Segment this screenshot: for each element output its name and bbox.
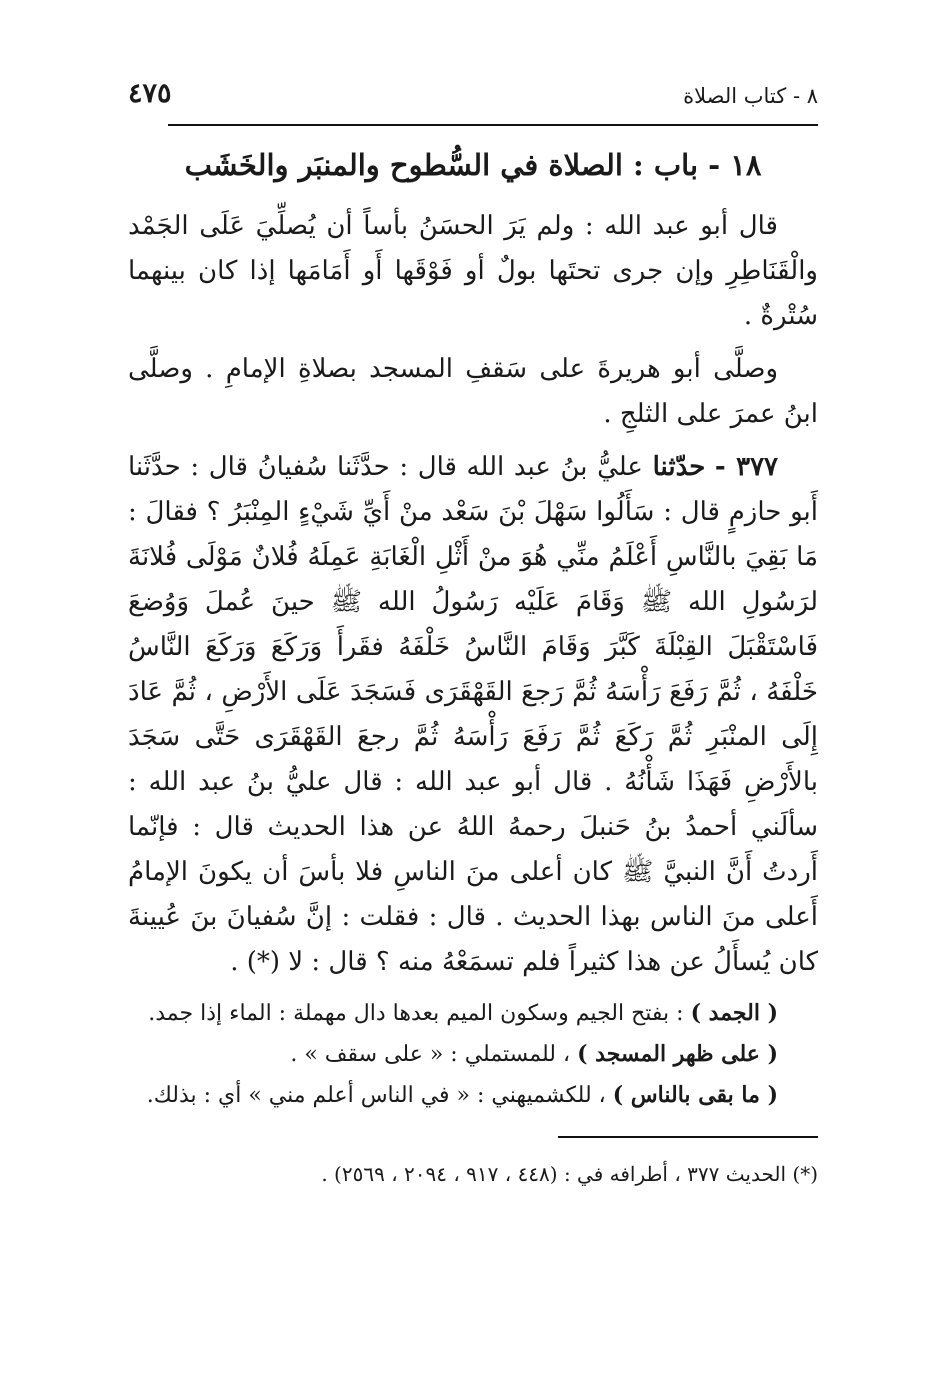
page-number: ٤٧٥ — [128, 78, 172, 109]
hadith-paragraph — [128, 445, 818, 985]
hadith-lead: حدّثنا — [652, 452, 706, 482]
note-text: : بفتح الجيم وسكون الميم بعدها دال مهملة : الماء إذا جمد. — [148, 1001, 691, 1026]
hadith-number: ٣٧٧ - — [714, 452, 779, 482]
note-text: ، للمستملي : « على سقف » . — [290, 1042, 578, 1067]
hadith-text: عليُّ بنُ عبد الله قال : حدَّثَنا سُفيانُ قال : حدَّثَنا أَبو حازمٍ قال : سَأَلُوا سَهْلَ بْنَ سَعْد منْ أَيِّ شَيْءٍ المِنْبَرُ ؟ فقالَ : مَا بَقِيَ بالنَّاسِ أَعْلَمُ منِّي هُوَ منْ أَثْلِ الْغَابَةِ عَمِلَهُ فُلانٌ مَوْلَى فُلانَةَ لرَسُولِ الله ﷺ وَقَامَ عَلَيْه رَسُولُ الله ﷺ حينَ عُملَ وَوُضعَ فَاسْتَقْبَلَ القِبْلَةَ كَبَّرَ وَقَامَ النَّاسُ خَلْفَهُ فقَرأَ وَرَكَعَ وَرَكَعَ النَّاسُ خَلْفَهُ ، ثُمَّ رَفَعَ رَأْسَهُ ثُمَّ رَجعَ القَهْقَرَى فَسَجَدَ عَلَى الأَرْضِ ، ثُمَّ عَادَ إِلَى المنْبَرِ ثُمَّ رَكَعَ ثُمَّ رَفَعَ رَأْسَهُ ثُمَّ رجعَ القَهْقَرَى حَتَّى سَجَدَ بالأَرْضِ فَهَذَا شَأْنُهُ . قال أبو عبد الله : قال عليُّ بنُ عبد الله : سألَني أحمدُ بنُ حَنبلَ رحمهُ اللهُ عن هذا الحديث قال : فإنّما أَردتُ أَنَّ النبيَّ ﷺ كان أعلى منَ الناسِ فلا بأسَ أن يكونَ الإمامُ أَعلى منَ الناس بهذا الحديث . قال : فقلت : إنَّ سُفيانَ بنَ عُيينةَ كان يُسأَلُ عن هذا كثيراً فلم تسمَعْهُ منه ؟ قال : لا (*) . — [128, 452, 818, 977]
header-rule — [168, 124, 818, 126]
chapter-title: ١٨ - باب : الصلاة في السُّطوح والمنبَر والخَشَب — [184, 148, 762, 182]
paragraph-1: قال أبو عبد الله : ولم يَرَ الحسَنُ بأساً أن يُصلِّيَ عَلَى الجَمْد والْقَنَاطِرِ وإن جرى تحتَها بولٌ أو فَوْقَها أَو أَمَامَها إذا كان بينهما سُتْرةٌ . — [128, 211, 818, 331]
notes — [128, 993, 818, 1116]
book-page — [128, 70, 818, 1194]
running-head — [128, 70, 818, 110]
note-term: ( الجمد ) — [690, 1000, 778, 1026]
note-item — [128, 1034, 818, 1075]
note-item — [128, 1075, 818, 1116]
note-item — [128, 993, 818, 1034]
footnote: (*) الحديث ٣٧٧ ، أطرافه في : (٤٤٨ ، ٩١٧ ، ٢٠٩٤ ، ٢٥٦٩) . — [321, 1162, 818, 1186]
paragraph-2: وصلَّى أبو هريرةَ على سَقفِ المسجد بصلاةِ الإمامِ . وصلَّى ابنُ عمرَ على الثلجِ . — [128, 354, 818, 429]
note-text: ، للكشميهني : « في الناس أعلم مني » أي : بذلك. — [146, 1083, 613, 1108]
running-title: ٨ - كتاب الصلاة — [683, 84, 818, 108]
note-term: ( ما بقى بالناس ) — [612, 1082, 778, 1108]
footnote-rule — [558, 1136, 818, 1138]
note-term: ( على ظهر المسجد ) — [577, 1041, 778, 1067]
